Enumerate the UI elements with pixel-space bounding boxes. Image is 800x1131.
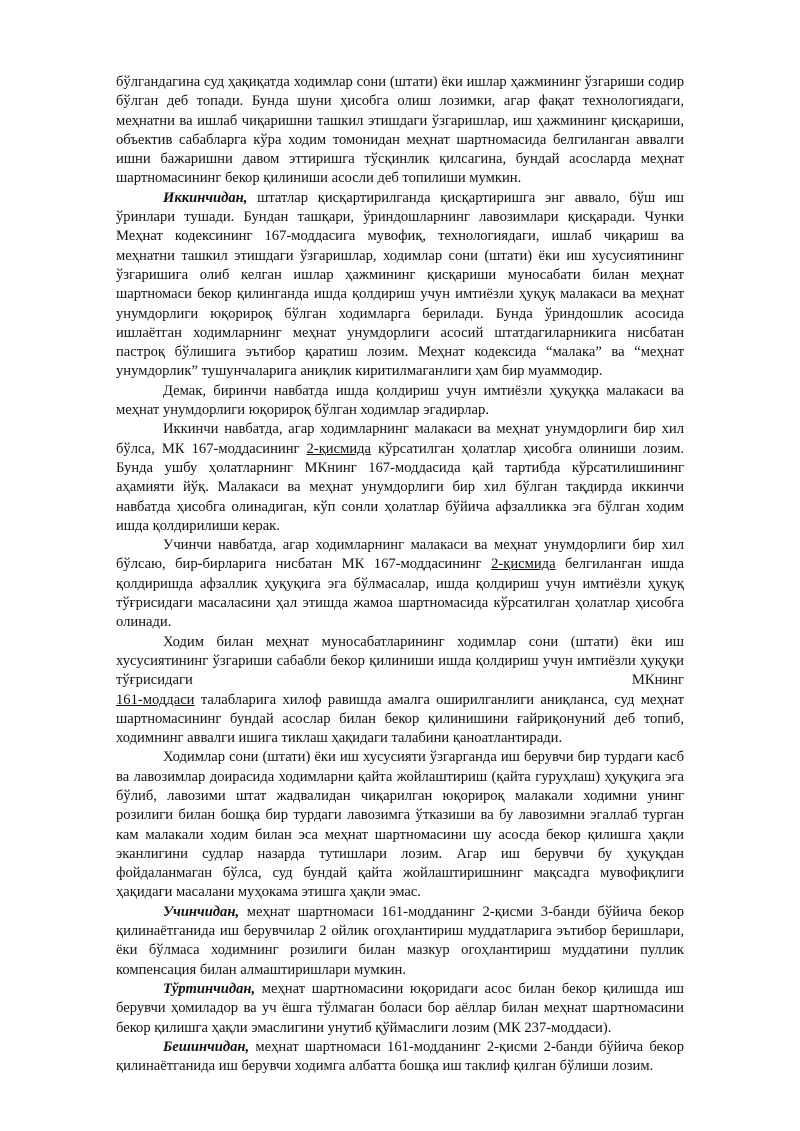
paragraph-10 [116, 1038, 684, 1077]
paragraph-1 [116, 73, 684, 189]
paragraph-lead: Учинчидан, [163, 903, 240, 920]
paragraph-7 [116, 748, 684, 902]
paragraph-6 [116, 633, 684, 749]
paragraph-text: Ходим билан меҳнат муносабатларининг ходимлар сони (штати) ёки иш хусусиятининг ўзгариши сабабли бекор қилиниши ишда қолдириш учун имтиёзли ҳуқуқи [116, 633, 684, 669]
paragraph-text: белгиланган ишда қолдиришда афзаллик ҳуқуқига эга бўлмасалар, ишда қолдириш учун имтиёзли ҳуқуқ тўғрисидаги масаласини ҳал этишда жамоа шартномасида кўрсатилган ҳолатлар ҳисобга олинади. [116, 556, 684, 631]
paragraph-text: Ходимлар сони (штати) ёки иш хусусияти ўзгарганда иш берувчи бир турдаги касб ва лавозимлар доирасида ходимларни қайта жойлаштириш (қайта гуруҳлаш) ҳуқуқига эга бўлиб, лавозими штат жадвалидан чиқарилган юқорироқ малакали ходимни унинг розилиги билан бошқа бир турдаги лавозимга ўтказиши ва бу лавозимни эгаллаб турган кам малакали ходим билан эса меҳнат шартномасини шу асосда бекор қилишга ҳақли эканлигини судлар назарда тутишлари лозим. Агар иш берувчи бу ҳуқуқдан фойдаланмаган бўлса, суд бундай қайта жойлаштиришнинг мақсадга мувофиқлиги ҳақидаги масалани муҳокама этишга ҳақли эмас. [116, 749, 684, 901]
paragraph-3 [116, 382, 684, 421]
paragraph-text: Иккинчи навбатда, агар ходимларнинг малакаси ва меҳнат унумдорлиги бир хил бўлса, МК 167-моддасининг [116, 421, 684, 457]
paragraph-lead: Иккинчидан, [163, 189, 248, 206]
paragraph-text: Учинчи навбатда, агар ходимларнинг малакаси ва меҳнат унумдорлиги бир хил бўлсаю, бир-бирларига нисбатан МК 167-моддасининг [116, 537, 684, 573]
paragraph-text: кўрсатилган ҳолатлар ҳисобга олиниши лозим. Бунда ушбу ҳолатларнинг МКнинг 167-моддасида қай тартибда кўрсатилишининг аҳамияти йўқ. Малакаси ва меҳнат унумдорлиги бир хил бўлган тақдирда иккинчи навбатда ҳисобга олинадиган, кўп сонли ҳолатлар бўйича афзалликка эга бўлган ходим ишда қолдирилиши керак. [116, 440, 684, 534]
document-body [116, 73, 684, 1076]
paragraph-text: талабларига хилоф равишда амалга оширилганлиги аниқланса, суд меҳнат шартномасининг бундай асослар билан бекор қилинишини ғайриқонуний деб топиб, ходимнинг аввалги ишига тиклаш ҳақидаги талабини қаноатлантиради. [116, 691, 684, 747]
paragraph-continuation [116, 691, 684, 749]
paragraph-8 [116, 903, 684, 980]
paragraph-text: штатлар қисқартирилганда қисқартиришга энг аввало, бўш иш ўринлари тушади. Бундан ташқари, ўриндошларнинг лавозимлари қисқаради. Чунки Меҳнат кодексининг 167-моддасига мувофиқ, технологиядаги, ишлаб чиқариш ва меҳнатни ташкил этишдаги ўзгаришлар, ходимлар сони (штати) ёки иш хусусиятининг ўзгаришига олиб келган ишлар ҳажмининг қисқариши муносабати билан меҳнат шартномаси бекор қилинганда ишда қолдириш учун имтиёзли ҳуқуқ малакаси ва меҳнат унумдорлиги юқорироқ бўлган ходимларга берилади. Бунда ўриндошлик асосида ишлаётган ходимларнинг меҳнат унумдорлиги асосий штатдагиларникига нисбатан пастроқ бўлишига эътибор қаратиш лозим. Меҳнат кодексида “малака” ва “меҳнат унумдорлик” тушунчаларига аниқлик киритилмаганлиги ҳам бир муаммодир. [116, 189, 684, 380]
article-link[interactable]: 161-моддаси [116, 691, 195, 708]
paragraph-text: меҳнат шартномаси 161-модданинг 2-қисми 3-банди бўйича бекор қилинаётганида иш берувчилар 2 ойлик огоҳлантириш муддатларига эътибор беришлари, ёки бўлмаса ходимнинг розилиги билан мазкур огоҳлантириш муддатини пуллик компенсация билан алмаштиришлари мумкин. [116, 903, 684, 978]
paragraph-2 [116, 189, 684, 382]
paragraph-text: Демак, биринчи навбатда ишда қолдириш учун имтиёзли ҳуқуққа малакаси ва меҳнат унумдорлиги юқорироқ бўлган ходимлар эгадирлар. [116, 382, 684, 419]
paragraph-5 [116, 536, 684, 632]
paragraph-text: бўлгандагина суд ҳақиқатда ходимлар сони (штати) ёки ишлар ҳажмининг ўзгариши содир бўлган деб топади. Бунда шуни ҳисобга олиш лозимки, агар фақат технологиядаги, меҳнатни ва ишлаб чиқаришни ташкил этишдаги ўзгаришлар, иш ҳажмининг қисқариши, объектив сабабларга кўра ходим томонидан меҳнат шартномасида белгиланган аввалги ишни бажаришни давом эттиришга тўсқинлик қилсагина, бундай асосларда меҳнат шартномасининг бекор қилиниши асосли деб топилиши мумкин. [116, 74, 684, 187]
paragraph-text: МКнинг [631, 672, 684, 689]
article-link[interactable]: 2-қисмида [491, 556, 556, 573]
paragraph-text: меҳнат шартномасини юқоридаги асос билан бекор қилишда иш берувчи ҳомиладор ва уч ёшга тўлмаган боласи бор аёллар билан меҳнат шартномасини бекор қилишга ҳақли эмаслигини унутиб қўймаслиги лозим (МК 237-моддаси). [116, 980, 684, 1036]
paragraph-lead: Тўртинчидан, [163, 980, 256, 997]
paragraph-lead: Бешинчидан, [163, 1038, 250, 1055]
paragraph-split-line [116, 671, 684, 690]
paragraph-9 [116, 980, 684, 1038]
paragraph-text: тўғрисидаги [116, 672, 193, 689]
article-link[interactable]: 2-қисмида [306, 440, 372, 457]
paragraph-text: меҳнат шартномаси 161-модданинг 2-қисми 2-банди бўйича бекор қилинаётганида иш берувчи ходимга албатта бошқа иш таклиф қилган бўлиши лозим. [116, 1038, 684, 1075]
paragraph-4 [116, 420, 684, 536]
